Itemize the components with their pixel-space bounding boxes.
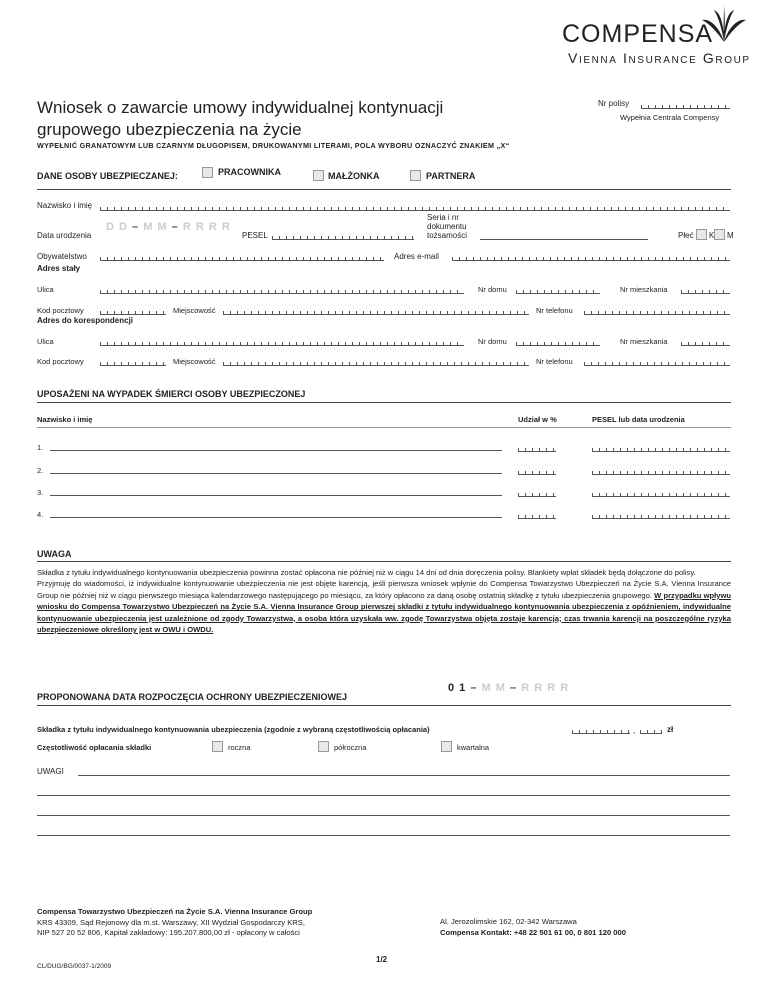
beneficiaries-col-name: Nazwisko i imię	[37, 415, 93, 424]
fill-instruction: WYPEŁNIĆ GRANATOWYM LUB CZARNYM DŁUGOPISEM, DRUKOWANYMI LITERAMI, POLA WYBORU OZNACZYĆ ZNAKIEM „X“	[37, 141, 510, 150]
corr-postcode-label: Kod pocztowy	[37, 357, 84, 366]
beneficiary-name-field[interactable]	[50, 517, 502, 518]
insured-option-partner-checkbox[interactable]	[410, 170, 421, 181]
coverage-divider	[37, 705, 731, 706]
insured-section-label: DANE OSOBY UBEZPIECZANEJ:	[37, 171, 178, 181]
insured-option-employee-label: PRACOWNIKA	[218, 167, 281, 177]
beneficiary-pesel-field[interactable]	[592, 488, 730, 497]
notice-divider	[37, 561, 731, 562]
corr-phone-label: Nr telefonu	[536, 357, 573, 366]
perm-city-field[interactable]	[223, 306, 529, 315]
beneficiary-name-field[interactable]	[50, 450, 502, 451]
name-label: Nazwisko i imię	[37, 201, 93, 210]
dob-separator-2: –	[171, 221, 179, 233]
coverage-start-year-mask: R R R R	[521, 682, 570, 694]
beneficiary-share-field[interactable]	[518, 488, 556, 497]
frequency-quarterly-checkbox[interactable]	[441, 741, 452, 752]
form-title-line1: Wniosek o zawarcie umowy indywidualnej kontynuacji	[37, 98, 444, 117]
beneficiary-number: 3.	[37, 488, 44, 497]
form-title-line2: grupowego ubezpieczenia na życie	[37, 120, 302, 139]
corr-flat-field[interactable]	[681, 337, 730, 346]
coverage-start-day: 0 1	[448, 682, 467, 694]
corr-address-title: Adres do korespondencji	[37, 316, 134, 325]
id-document-label-line2: dokumentu	[427, 222, 467, 231]
perm-house-field[interactable]	[516, 285, 600, 294]
premium-decimal-comma: ,	[633, 726, 636, 735]
pesel-label: PESEL	[242, 231, 268, 240]
logo-brand: COMPENSA	[562, 20, 714, 48]
footer-form-code: CL/DUG/BG/0037-1/2009	[37, 963, 112, 970]
notice-paragraph-2-emphasis: W przypadku wpływu wniosku do Compensa Towarzystwo Ubezpieczeń na Życie S.A. Vienna Insurance Group pierwszej składki z tytułu indywidualnego kontynuowania ubezpieczenia z opóźnieniem, indywidualne kontynuowanie ubezpieczenia jest uzależnione od zgody Towarzystwa, a osoba która uzyskała ww. zgodę Towarzystwa objęta zostaje karencją; czas trwania karencji na poszczególne ryzyka ubezpieczeniowe określony jest w OWU i OWDU.	[37, 590, 731, 635]
name-field[interactable]	[100, 202, 730, 211]
coverage-start-month-mask: M M	[481, 682, 506, 694]
insured-option-employee-checkbox[interactable]	[202, 167, 213, 178]
id-document-label-line3: tożsamości	[427, 231, 468, 240]
citizenship-label: Obywatelstwo	[37, 252, 87, 261]
sex-female-checkbox[interactable]	[696, 229, 707, 240]
frequency-label: Częstotliwość opłacania składki	[37, 743, 152, 752]
logo-shell-icon	[700, 6, 748, 44]
coverage-start-label: PROPONOWANA DATA ROZPOCZĘCIA OCHRONY UBEZPIECZENIOWEJ	[37, 692, 348, 702]
perm-phone-field[interactable]	[584, 306, 730, 315]
footer-krs: KRS 43309, Sąd Rejonowy dla m.st. Warszawy, XII Wydział Gospodarczy KRS,	[37, 917, 305, 927]
policy-number-field[interactable]	[641, 100, 730, 109]
remarks-line-3[interactable]	[37, 815, 730, 816]
corr-house-label: Nr domu	[478, 337, 507, 346]
dob-separator-1: –	[132, 221, 140, 233]
frequency-semiannual-checkbox[interactable]	[318, 741, 329, 752]
footer-page-number: 1/2	[376, 955, 388, 964]
sex-label: Płeć	[678, 231, 694, 240]
perm-street-field[interactable]	[100, 285, 464, 294]
beneficiary-name-field[interactable]	[50, 495, 502, 496]
notice-paragraph-1: Składka z tytułu indywidualnego kontynuowania ubezpieczenia powinna zostać opłacona nie później niż w ciągu 14 dni od dnia doręczenia polisy. Blankiety wpłat składek będą dołączone do polisy.	[37, 568, 696, 577]
footer-company-block	[37, 907, 312, 939]
dob-label: Data urodzenia	[37, 231, 92, 240]
perm-postcode-field[interactable]	[100, 306, 166, 315]
beneficiaries-col-pesel: PESEL lub data urodzenia	[592, 415, 685, 424]
perm-house-label: Nr domu	[478, 285, 507, 294]
corr-city-field[interactable]	[223, 357, 529, 366]
coverage-start-date-field[interactable]	[448, 682, 569, 694]
perm-phone-label: Nr telefonu	[536, 306, 573, 315]
beneficiary-pesel-field[interactable]	[592, 443, 730, 452]
permanent-address-title: Adres stały	[37, 264, 81, 273]
beneficiaries-divider	[37, 402, 731, 403]
corr-postcode-field[interactable]	[100, 357, 166, 366]
corr-phone-field[interactable]	[584, 357, 730, 366]
beneficiary-number: 2.	[37, 466, 44, 475]
frequency-annual-checkbox[interactable]	[212, 741, 223, 752]
remarks-label: UWAGI	[37, 767, 64, 776]
perm-postcode-label: Kod pocztowy	[37, 306, 84, 315]
filled-by-note: Wypełnia Centrala Compensy	[620, 113, 720, 122]
policy-number-label: Nr polisy	[598, 99, 630, 108]
sex-male-checkbox[interactable]	[714, 229, 725, 240]
frequency-quarterly-label: kwartalna	[457, 743, 490, 752]
notice-paragraph-2-text: Przyjmuję do wiadomości, iż indywidualne kontynuowanie ubezpieczenia nie jest objęte karencją, jeśli pierwsza wniosek wpłynie do Compensa Towarzystwo Ubezpieczeń na Życie S.A. Vienna Insurance Group nie później niż w ciągu pierwszego miesiąca kalendarzowego następującego po miesiącu, za który opłacono za daną osobę ostatnią składkę z tytułu ubezpieczenia grupowego.	[37, 579, 731, 600]
dob-field[interactable]	[106, 221, 231, 233]
logo-group-name: Vienna Insurance Group	[568, 50, 751, 66]
corr-house-field[interactable]	[516, 337, 600, 346]
id-document-label	[427, 213, 467, 240]
footer-contact-block	[440, 917, 626, 938]
insured-option-partner-label: PARTNERA	[426, 171, 476, 181]
email-label: Adres e-mail	[394, 252, 439, 261]
premium-decimal-field[interactable]	[640, 725, 662, 734]
notice-body	[37, 567, 731, 635]
sex-female-label: K	[709, 231, 715, 240]
coverage-date-separator-2: –	[510, 682, 518, 694]
footer-address: Al. Jerozolimskie 162, 02-342 Warszawa	[440, 917, 577, 926]
beneficiary-share-field[interactable]	[518, 466, 556, 475]
premium-currency: zł	[667, 725, 674, 734]
beneficiary-number: 4.	[37, 510, 44, 519]
beneficiaries-col-share: Udział w %	[518, 415, 557, 424]
beneficiary-pesel-field[interactable]	[592, 466, 730, 475]
footer-contact: Compensa Kontakt: +48 22 501 61 00, 0 801 120 000	[440, 927, 626, 937]
premium-amount-field[interactable]	[572, 725, 630, 734]
email-field[interactable]	[452, 252, 730, 261]
pesel-field[interactable]	[272, 231, 414, 240]
premium-label: Składka z tytułu indywidualnego kontynuowania ubezpieczenia (zgodnie z wybraną częstotliwością opłacania)	[37, 725, 430, 734]
beneficiaries-header-divider	[37, 427, 731, 428]
corr-street-field[interactable]	[100, 337, 464, 346]
remarks-line-2[interactable]	[37, 795, 730, 796]
section-divider	[37, 189, 731, 190]
frequency-annual-label: roczna	[228, 743, 251, 752]
remarks-line-1[interactable]	[78, 775, 730, 776]
form-title	[37, 97, 443, 141]
beneficiary-pesel-field[interactable]	[592, 510, 730, 519]
insured-option-spouse-label: MAŁŻONKA	[328, 171, 380, 181]
footer-nip: NIP 527 20 52 806, Kapitał zakładowy: 195.207.800,00 zł - opłacony w całości	[37, 928, 300, 937]
frequency-semiannual-label: półroczna	[334, 743, 367, 752]
beneficiary-name-field[interactable]	[50, 473, 502, 474]
notice-title: UWAGA	[37, 549, 72, 559]
notice-paragraph-2	[37, 578, 731, 635]
id-document-label-line1: Seria i nr	[427, 213, 460, 222]
dob-month-mask: M M	[143, 221, 168, 233]
insured-option-spouse-checkbox[interactable]	[313, 170, 324, 181]
dob-year-mask: R R R R	[182, 221, 231, 233]
id-document-field[interactable]	[480, 239, 648, 240]
corr-flat-label: Nr mieszkania	[620, 337, 668, 346]
perm-flat-field[interactable]	[681, 285, 730, 294]
corr-city-label: Miejscowość	[173, 357, 216, 366]
footer-company-name: Compensa Towarzystwo Ubezpieczeń na Życie S.A. Vienna Insurance Group	[37, 907, 313, 916]
perm-city-label: Miejscowość	[173, 306, 216, 315]
perm-flat-label: Nr mieszkania	[620, 285, 668, 294]
perm-street-label: Ulica	[37, 285, 54, 294]
beneficiaries-title: UPOSAŻENI NA WYPADEK ŚMIERCI OSOBY UBEZPIECZONEJ	[37, 389, 306, 399]
coverage-date-separator-1: –	[470, 682, 478, 694]
dob-day-mask: D D	[106, 221, 128, 233]
corr-street-label: Ulica	[37, 337, 54, 346]
sex-male-label: M	[727, 231, 734, 240]
beneficiary-share-field[interactable]	[518, 510, 556, 519]
beneficiary-share-field[interactable]	[518, 443, 556, 452]
beneficiary-number: 1.	[37, 443, 44, 452]
remarks-line-4[interactable]	[37, 835, 730, 836]
citizenship-field[interactable]	[100, 252, 384, 261]
